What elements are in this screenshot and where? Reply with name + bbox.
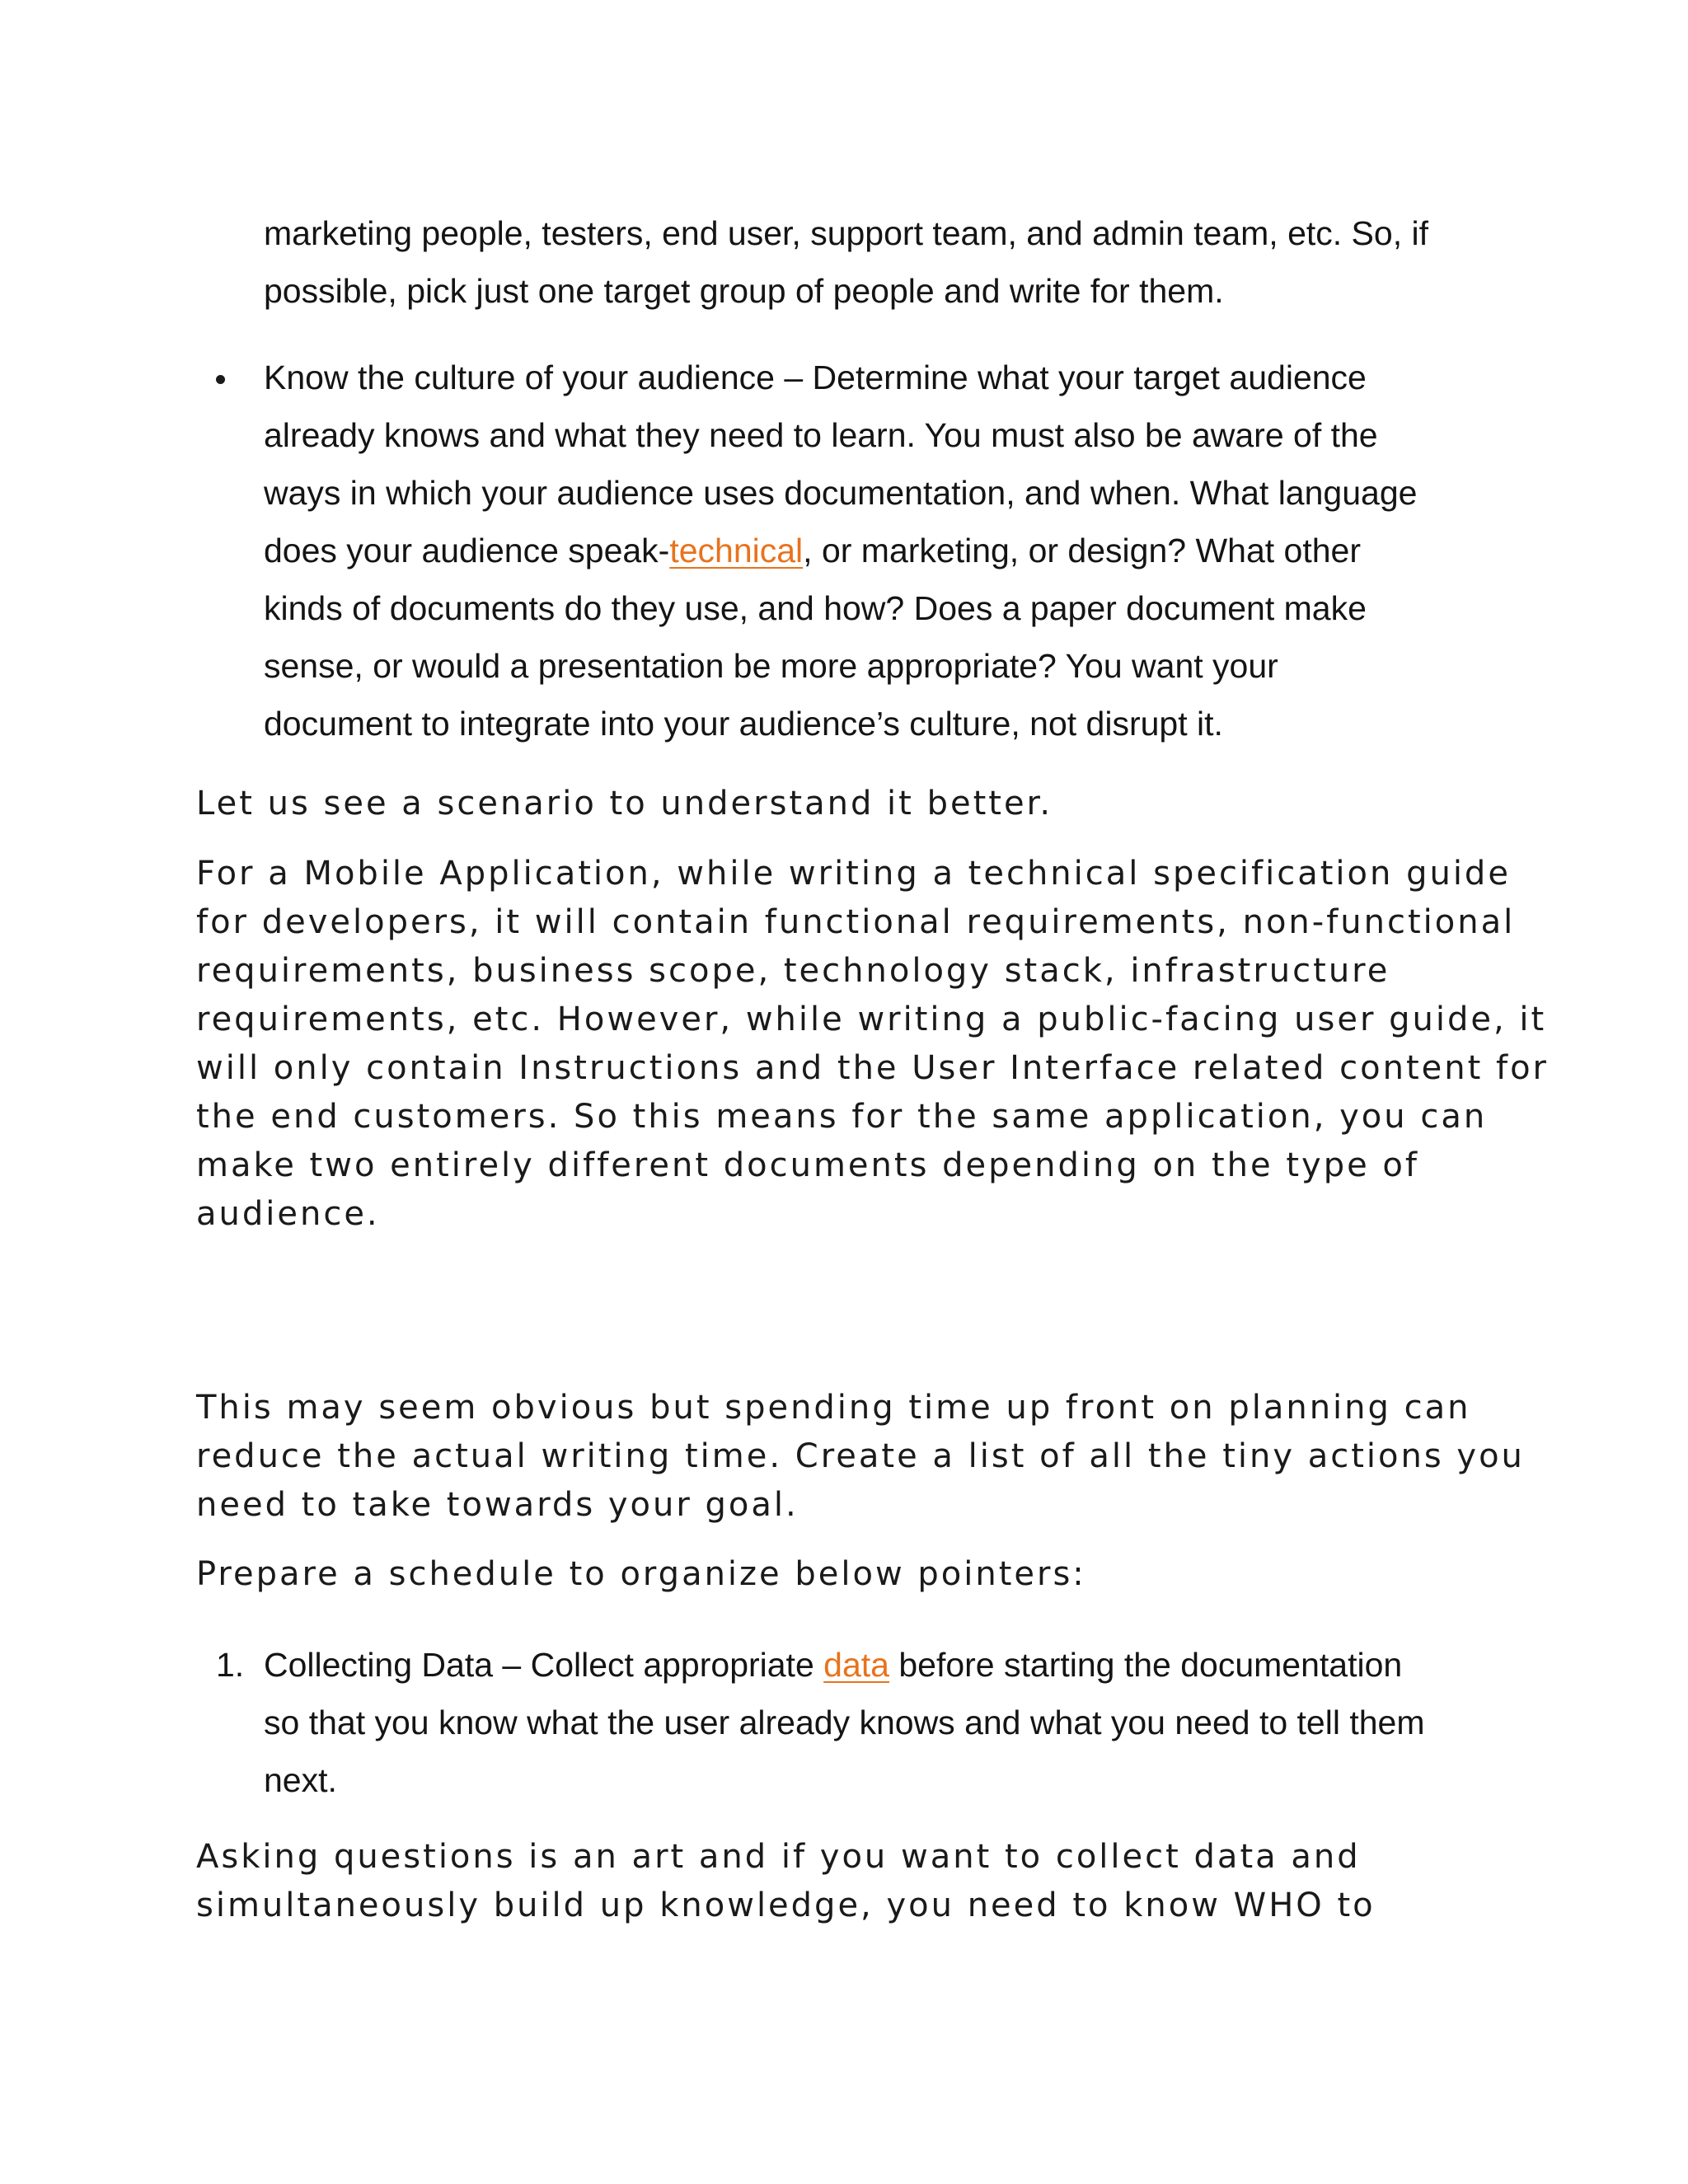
list-number: 1. xyxy=(216,1646,245,1684)
data-link[interactable]: data xyxy=(823,1646,889,1684)
text-line: for developers, it will contain functional requirements, non-functional xyxy=(196,903,1516,941)
text-line: requirements, business scope, technology stack, infrastructure xyxy=(196,952,1390,990)
text-line: make two entirely different documents depending on the type of xyxy=(196,1146,1419,1184)
text-line: marketing people, testers, end user, support team, and admin team, etc. So, if xyxy=(264,214,1428,252)
text-line: Let us see a scenario to understand it better. xyxy=(196,785,1053,823)
technical-link[interactable]: technical xyxy=(669,532,804,569)
text-line xyxy=(264,522,1361,579)
text-line: audience. xyxy=(196,1195,380,1233)
text-line: simultaneously build up knowledge, you need to know WHO to xyxy=(196,1886,1376,1924)
text-segment: – Collect appropriate xyxy=(493,1646,824,1684)
text-line: already knows and what they need to learn. You must also be aware of the xyxy=(264,416,1378,454)
text-segment: does your audience speak- xyxy=(264,532,670,569)
text-segment: before starting the documentation xyxy=(889,1646,1403,1684)
text-line: next. xyxy=(264,1761,337,1799)
text-line: so that you know what the user already knows and what you need to tell them xyxy=(264,1704,1425,1741)
text-line xyxy=(264,349,1367,406)
text-segment: , or marketing, or design? What other xyxy=(803,532,1361,569)
text-line: This may seem obvious but spending time up front on planning can xyxy=(196,1389,1471,1427)
text-line: requirements, etc. However, while writing a public-facing user guide, it xyxy=(196,1001,1547,1038)
text-line xyxy=(264,1636,1402,1694)
text-line: ways in which your audience uses documentation, and when. What language xyxy=(264,474,1418,512)
item-lead: Collecting Data xyxy=(264,1646,494,1684)
text-line: For a Mobile Application, while writing a technical specification guide xyxy=(196,855,1511,893)
text-line: kinds of documents do they use, and how? Does a paper document make xyxy=(264,589,1367,627)
text-line: Prepare a schedule to organize below pointers: xyxy=(196,1555,1086,1593)
text-line: document to integrate into your audience’s culture, not disrupt it. xyxy=(264,705,1223,743)
text-line: possible, pick just one target group of people and write for them. xyxy=(264,272,1224,310)
text-line: the end customers. So this means for the same application, you can xyxy=(196,1098,1488,1136)
text-line: Asking questions is an art and if you want to collect data and xyxy=(196,1838,1361,1876)
bullet-lead: Know the culture of your audience xyxy=(264,359,775,396)
text-line: reduce the actual writing time. Create a list of all the tiny actions you xyxy=(196,1437,1525,1475)
text-line: will only contain Instructions and the User Interface related content for xyxy=(196,1049,1549,1087)
bullet-icon xyxy=(216,375,225,384)
text-line: sense, or would a presentation be more appropriate? You want your xyxy=(264,647,1278,685)
text-line: need to take towards your goal. xyxy=(196,1486,799,1524)
bullet-text: – Determine what your target audience xyxy=(774,359,1367,396)
